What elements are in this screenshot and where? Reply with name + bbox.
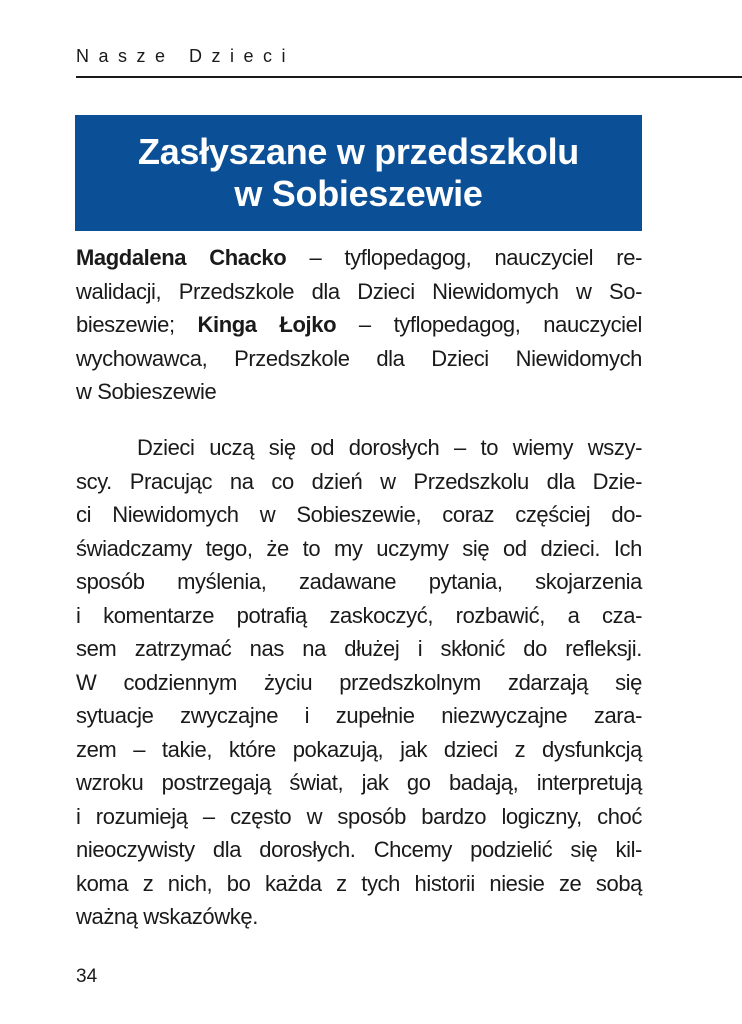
byline-text: – tyflopedagog, nauczyciel re- <box>286 245 642 270</box>
body-line: ci Niewidomych w Sobieszewie, coraz częściej do- <box>76 502 642 527</box>
body-line: i rozumieją – często w sposób bardzo logiczny, choć <box>76 803 642 829</box>
byline-line: wychowawca, Przedszkole dla Dzieci Niewidomych <box>76 345 642 371</box>
body-line: świadczamy tego, że to my uczymy się od dzieci. Ich <box>76 535 642 561</box>
byline-line: w Sobieszewie <box>76 379 217 404</box>
byline-line <box>76 308 642 342</box>
body-line: koma z nich, bo każda z tych historii niesie ze sobą <box>76 870 642 896</box>
body-line: nieoczywisty dla dorosłych. Chcemy podzielić się kil- <box>76 837 642 862</box>
body-line: ważną wskazówkę. <box>76 904 258 929</box>
body-line: Dzieci uczą się od dorosłych – to wiemy wszy- <box>137 435 642 460</box>
byline-line <box>76 241 642 275</box>
page-number: 34 <box>76 966 98 987</box>
running-header: Nasze Dzieci <box>76 46 296 66</box>
body-line: scy. Pracując na co dzień w Przedszkolu dla Dzie- <box>76 468 642 494</box>
body-line: W codziennym życiu przedszkolnym zdarzają się <box>76 669 642 695</box>
byline-line: walidacji, Przedszkole dla Dzieci Niewidomych w So- <box>76 278 642 304</box>
title-line: Zasłyszane w przedszkolu <box>138 131 579 172</box>
byline-text: bieszewie; <box>76 312 198 337</box>
body-line: sytuacje zwyczajne i zupełnie niezwyczajne zara- <box>76 703 642 728</box>
body-paragraph <box>76 431 642 934</box>
body-line: wzroku postrzegają świat, jak go badają, interpretują <box>76 770 642 795</box>
body-line: zem – takie, które pokazują, jak dzieci z dysfunkcją <box>76 736 642 762</box>
byline-text: – tyflopedagog, nauczyciel <box>336 312 642 337</box>
title-line: w Sobieszewie <box>234 173 483 214</box>
body-line: sem zatrzymać nas na dłużej i skłonić do refleksji. <box>76 636 642 661</box>
body-line: sposób myślenia, zadawane pytania, skojarzenia <box>76 569 642 594</box>
article-title <box>75 115 642 231</box>
author-name: Magdalena Chacko <box>76 245 287 270</box>
byline <box>76 241 642 409</box>
header-rule <box>76 76 742 78</box>
author-name: Kinga Łojko <box>197 312 337 337</box>
body-line: i komentarze potrafią zaskoczyć, rozbawić, a cza- <box>76 602 642 628</box>
